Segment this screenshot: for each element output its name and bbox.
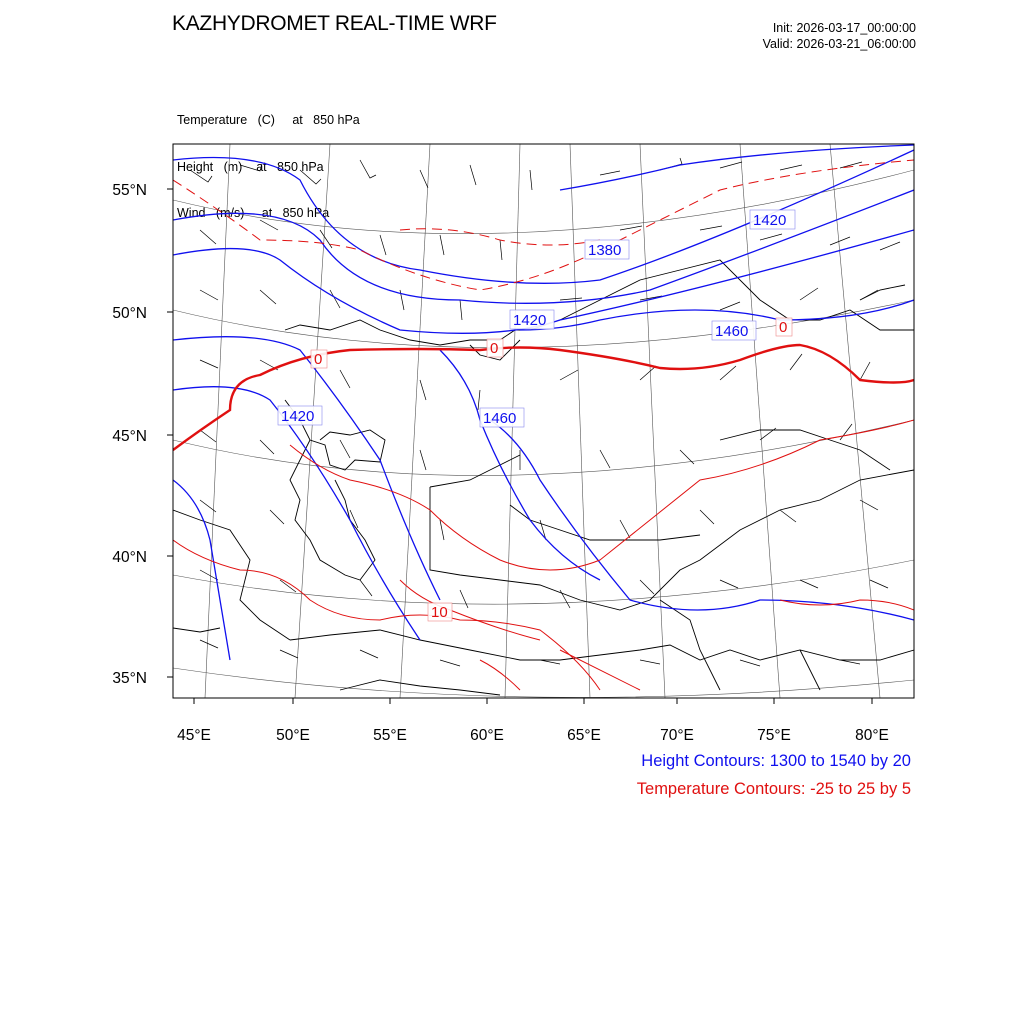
map-title: KAZHYDROMET REAL-TIME WRF [172, 12, 497, 35]
valid-time: Valid: 2026-03-21_06:00:00 [762, 37, 916, 51]
lon-label: 45°E [177, 727, 211, 744]
lon-label: 75°E [757, 727, 791, 744]
svg-text:1460: 1460 [483, 410, 517, 427]
lat-label: 35°N [112, 670, 147, 687]
lon-ticks [194, 698, 872, 704]
height-labels [278, 210, 795, 427]
temperature-legend: Temperature Contours: -25 to 25 by 5 [636, 780, 911, 798]
height-label [750, 210, 795, 229]
svg-text:1380: 1380 [588, 242, 622, 259]
height-label [585, 240, 629, 259]
lat-label: 55°N [112, 182, 147, 199]
svg-text:1420: 1420 [513, 312, 547, 329]
height-label [510, 310, 554, 329]
height-label [278, 406, 322, 425]
svg-text:0: 0 [490, 340, 499, 357]
svg-text:1420: 1420 [753, 212, 787, 229]
lat-label: 50°N [112, 305, 147, 322]
lon-label: 65°E [567, 727, 601, 744]
lat-labels [112, 182, 147, 687]
height-label [712, 321, 756, 340]
height-legend: Height Contours: 1300 to 1540 by 20 [641, 752, 911, 770]
svg-text:10: 10 [431, 604, 448, 621]
lon-label: 55°E [373, 727, 407, 744]
init-time: Init: 2026-03-17_00:00:00 [772, 21, 916, 35]
lat-label: 45°N [112, 428, 147, 445]
lon-labels [177, 727, 889, 744]
field-height: Height (m) at 850 hPa [177, 159, 324, 174]
svg-text:0: 0 [779, 319, 788, 336]
svg-text:0: 0 [314, 351, 323, 368]
height-label [480, 408, 524, 427]
temperature-label [776, 318, 792, 336]
field-wind: Wind (m/s) at 850 hPa [177, 206, 330, 220]
temperature-label [428, 603, 452, 621]
temperature-label [311, 350, 327, 368]
temperature-label [487, 339, 503, 357]
field-temperature: Temperature (C) at 850 hPa [177, 113, 360, 127]
lon-label: 80°E [855, 727, 889, 744]
lat-ticks [167, 189, 173, 677]
svg-text:1420: 1420 [281, 408, 315, 425]
svg-text:1460: 1460 [715, 323, 749, 340]
lon-label: 50°E [276, 727, 310, 744]
lon-label: 70°E [660, 727, 694, 744]
lon-label: 60°E [470, 727, 504, 744]
lat-label: 40°N [112, 549, 147, 566]
